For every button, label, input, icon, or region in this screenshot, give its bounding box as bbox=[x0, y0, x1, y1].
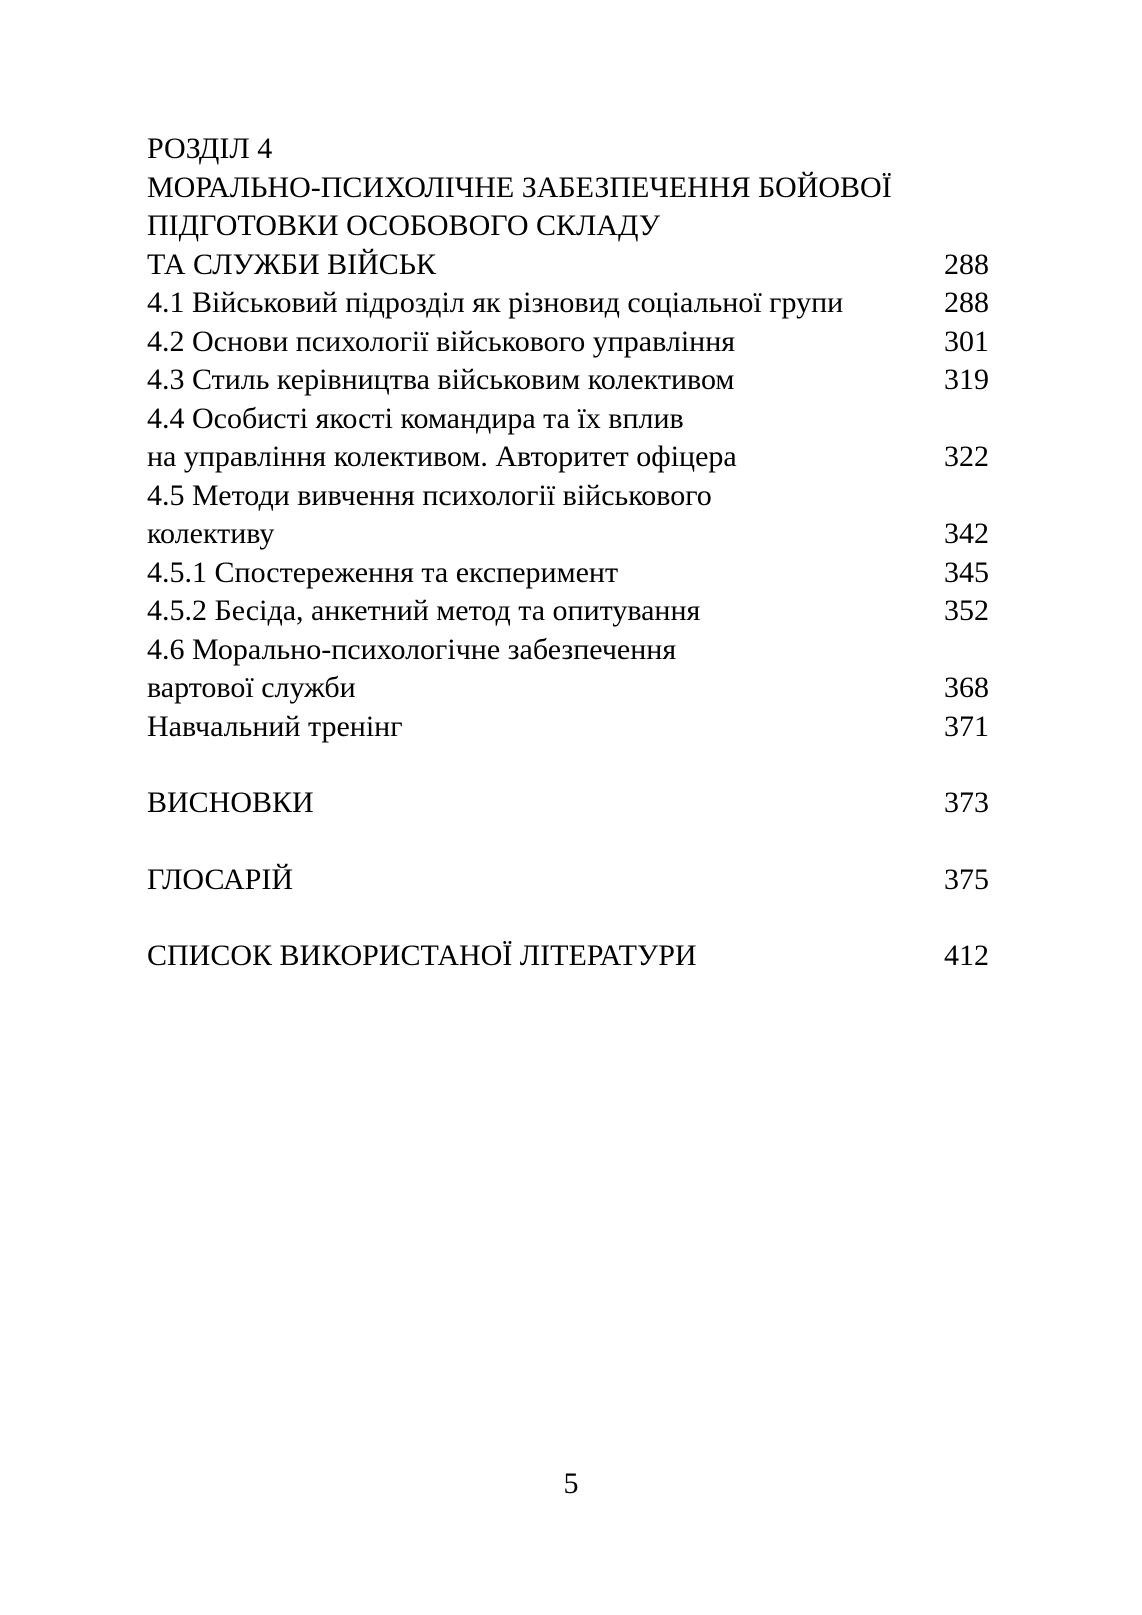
page-ref: 288 bbox=[944, 286, 989, 319]
toc-entry-continuation: колективу 342 bbox=[147, 515, 989, 554]
page-ref: 375 bbox=[944, 862, 989, 896]
section-label: РОЗДІЛ 4 bbox=[147, 132, 273, 165]
toc-major-entry: ГЛОСАРІЙ 375 bbox=[147, 861, 989, 900]
page-ref: 301 bbox=[944, 324, 989, 358]
page-ref: 373 bbox=[944, 786, 989, 819]
page-ref: 371 bbox=[944, 709, 989, 743]
page-ref: 412 bbox=[944, 939, 989, 972]
toc-entry-continuation: на управління колективом. Авторитет офіцера 322 bbox=[147, 438, 989, 477]
toc-entry: Навчальний тренінг 371 bbox=[147, 708, 989, 747]
page-ref: 342 bbox=[944, 517, 989, 550]
page-ref: 322 bbox=[944, 440, 989, 473]
page-ref: 319 bbox=[944, 363, 989, 396]
page-ref: 352 bbox=[944, 594, 989, 627]
table-of-contents bbox=[147, 130, 989, 976]
toc-entry: 4.4 Особисті якості командира та їх вплив bbox=[147, 401, 684, 435]
page-ref: 368 bbox=[944, 671, 989, 704]
page-number: 5 bbox=[563, 1467, 579, 1500]
toc-entry: 4.5.1 Спостереження та експеримент 345 bbox=[147, 554, 989, 593]
toc-entry: 4.6 Морально-психологічне забезпечення bbox=[147, 632, 677, 666]
toc-entry: 4.5 Методи вивчення психології військового bbox=[147, 478, 712, 512]
section-title-line: МОРАЛЬНО-ПСИХОЛІЧНЕ ЗАБЕЗПЕЧЕННЯ БОЙОВОЇ bbox=[147, 170, 892, 204]
toc-major-entry: СПИСОК ВИКОРИСТАНОЇ ЛІТЕРАТУРИ 412 bbox=[147, 937, 989, 976]
page-ref: 345 bbox=[944, 555, 989, 589]
toc-entry: 4.2 Основи психології військового управління 301 bbox=[147, 323, 989, 362]
section-title-line: ТА СЛУЖБИ ВІЙСЬК 288 bbox=[147, 246, 989, 285]
section-title-line: ПІДГОТОВКИ ОСОБОВОГО СКЛАДУ bbox=[147, 209, 661, 242]
toc-major-entry: ВИСНОВКИ 373 bbox=[147, 784, 989, 823]
page-ref: 288 bbox=[944, 247, 989, 281]
toc-entry-continuation: вартової служби 368 bbox=[147, 669, 989, 708]
toc-entry: 4.3 Стиль керівництва військовим колективом 319 bbox=[147, 361, 989, 400]
toc-entry: 4.1 Військовий підрозділ як різновид соціальної групи 288 bbox=[147, 284, 989, 323]
toc-entry: 4.5.2 Бесіда, анкетний метод та опитування 352 bbox=[147, 592, 989, 631]
